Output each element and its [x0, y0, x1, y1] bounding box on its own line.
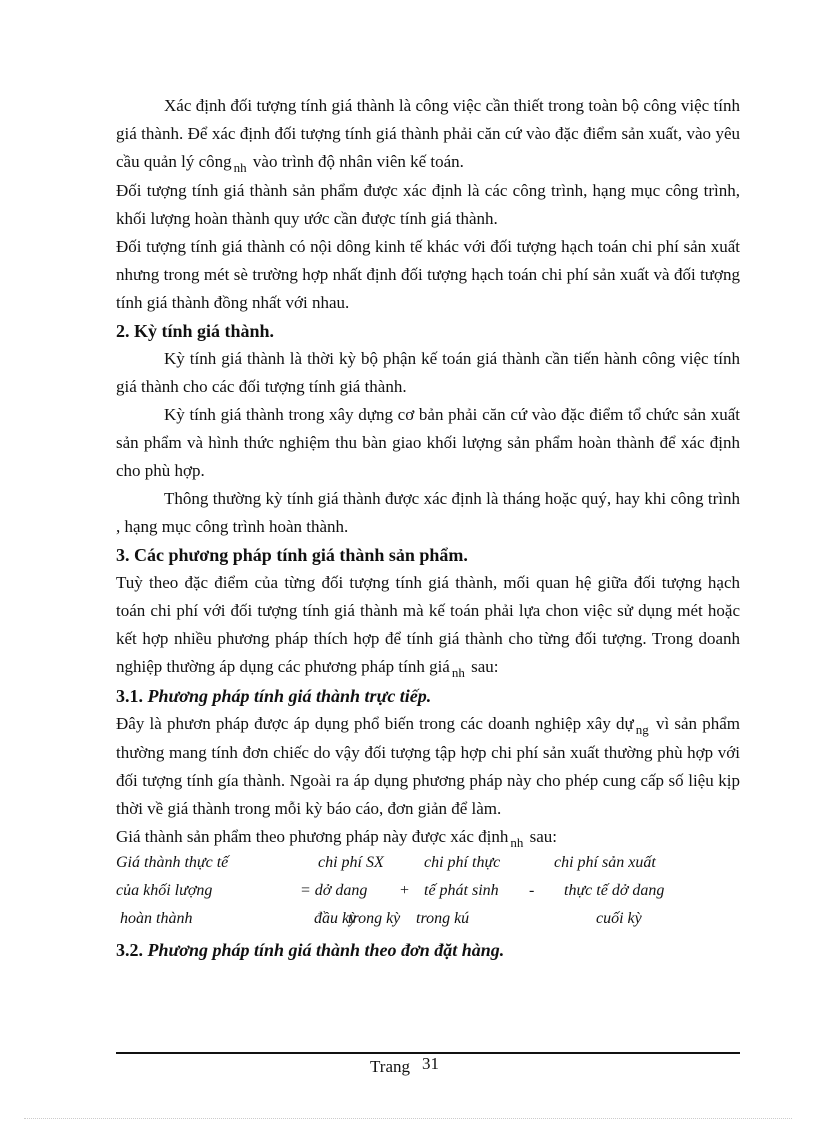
- paragraph-8: [116, 710, 740, 823]
- subscript-text: nh: [451, 665, 465, 680]
- paragraph-1: [116, 92, 740, 177]
- page-number: 31: [422, 1054, 439, 1073]
- paragraph-text: sau:: [529, 827, 558, 846]
- formula-term: Giá thành thực tế: [116, 854, 229, 871]
- paragraph-text: Xác định đối tượng tính giá thành là công việc cần thiết trong toàn bộ công việc tính giá thành. Để xác định đối tượng tính giá thành phải căn cứ vào đặc điểm sản xuất, vào yêu cầu quản lý công: [116, 96, 740, 171]
- heading-text: Phương pháp tính giá thành theo đơn đặt hàng.: [147, 940, 505, 960]
- heading-number: 3.2.: [116, 940, 143, 960]
- heading-number: 3.1.: [116, 686, 143, 706]
- subscript-text: nh: [233, 160, 247, 175]
- heading-3-2: [116, 936, 740, 964]
- formula-term: trong kú: [416, 910, 470, 927]
- formula-term: trong kỳ: [348, 910, 401, 927]
- formula-term: tế phát sinh: [424, 882, 499, 899]
- page-footer: [370, 1054, 439, 1077]
- paragraph-2: Đối tượng tính giá thành sản phẩm được xác định là các công trình, hạng mục công trình, khối lượng hoàn thành quy ước cần được tính giá thành.: [116, 181, 740, 228]
- paragraph-text: vào trình độ nhân viên kế toán.: [252, 152, 464, 171]
- paragraph-4: Kỳ tính giá thành là thời kỳ bộ phận kế toán giá thành cần tiến hành công việc tính giá thành cho các đối tượng tính giá thành.: [116, 349, 740, 396]
- formula-term: chi phí thực: [424, 854, 501, 871]
- paragraph-7: [116, 569, 740, 682]
- formula-term: thực tế dở dang: [564, 882, 665, 899]
- paragraph-text: Giá thành sản phẩm theo phương pháp này được xác định: [116, 827, 509, 846]
- formula-term: chi phí sản xuất: [554, 854, 656, 871]
- paragraph-6: Thông thường kỳ tính giá thành được xác định là tháng hoặc quý, hay khi công trình , hạng mục công trình hoàn thành.: [116, 489, 740, 536]
- formula-term: cuối kỳ: [596, 910, 642, 927]
- heading-text: Phương pháp tính giá thành trực tiếp.: [147, 686, 432, 706]
- paragraph-text: vì sản phẩm thường mang tính đơn chiếc do vậy đối tượng tập hợp chi phí sản xuất thường phù hợp với đối tượng tính gía thành. Ngoài ra áp dụng phương pháp này cho phép cung cấp số liệu kịp thời về giá thành trong mỗi kỳ báo cáo, đơn giản để làm.: [116, 714, 741, 818]
- page-border-dots: [24, 1118, 792, 1119]
- cost-formula: [116, 852, 740, 936]
- formula-term: = dở dang: [300, 882, 368, 899]
- formula-operator: +: [400, 882, 410, 899]
- heading-2: 2. Kỳ tính giá thành.: [116, 321, 275, 341]
- paragraph-text: Tuỳ theo đặc điểm của từng đối tượng tính giá thành, mối quan hệ giữa đối tượng hạch toán chi phí với đối tượng tính giá thành mà kế toán phải lựa chon việc sử dụng mét hoặc kết hợp nhiều phương pháp thích hợp để tính giá thành cho từng đối tượng. Trong doanh nghiệp thường áp dụng các phương pháp tính giá: [116, 573, 740, 676]
- formula-term: đầu kỳ: [314, 910, 357, 927]
- formula-operator: -: [529, 882, 535, 899]
- heading-3: 3. Các phương pháp tính giá thành sản phẩm.: [116, 545, 468, 565]
- formula-term: chi phí SX: [318, 854, 384, 871]
- paragraph-5: Kỳ tính giá thành trong xây dựng cơ bản phải căn cứ vào đặc điểm tổ chức sản xuất sản phẩm và hình thức nghiệm thu bàn giao khối lượng sản phẩm hoàn thành để xác định cho phù hợp.: [116, 405, 740, 480]
- footer-label: Trang: [370, 1057, 410, 1076]
- subscript-text: ng: [635, 722, 649, 737]
- page-body: [116, 92, 740, 964]
- paragraph-text: Đây là phươn pháp được áp dụng phổ biến trong các doanh nghiệp xây dự: [116, 714, 634, 733]
- paragraph-text: sau:: [471, 657, 499, 676]
- formula-term: của khối lượng: [116, 882, 213, 899]
- paragraph-3: Đối tượng tính giá thành có nội dông kinh tế khác với đối tượng hạch toán chi phí sản xuất nhưng trong mét sè trường hợp nhất định đối tượng hạch toán chi phí sản xuất và đối tượng tính giá thành đồng nhất với nhau.: [116, 237, 740, 312]
- formula-term: hoàn thành: [120, 910, 193, 927]
- subscript-text: nh: [510, 835, 524, 850]
- heading-3-1: [116, 682, 740, 710]
- paragraph-9: [116, 823, 740, 852]
